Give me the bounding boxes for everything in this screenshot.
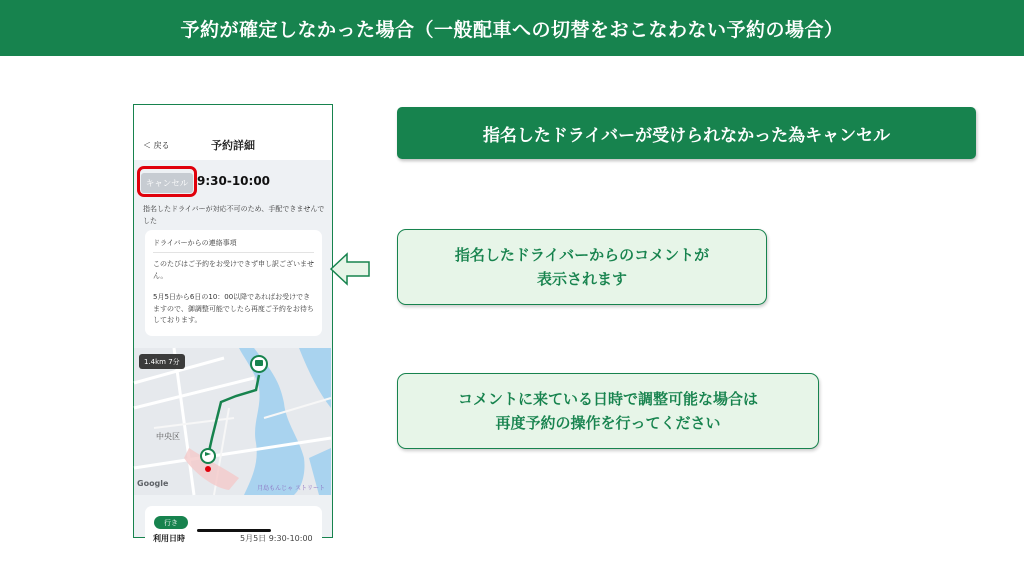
map-ward-label: 中央区 [156,432,180,441]
screen-title: 予約詳細 [211,139,255,152]
phone-screenshot [133,104,333,543]
date-label: 利用日時 [153,534,185,543]
callout-line: コメントに来ている日時で調整可能な場合は [457,390,758,408]
cancel-status-badge: キャンセル [141,173,193,193]
taxi-icon [251,356,267,372]
message-line: 5月5日から6日の10：00以降であればお受けできますので、御調整可能でしたら再度ご予約をお待ちしております。 [153,293,314,324]
callout-line: 表示されます [536,270,627,288]
map-attribution: Google [137,479,169,488]
divider [153,252,314,253]
page-banner: 予約が確定しなかった場合（一般配車への切替をおこなわない予約の場合） [0,0,1024,56]
cancel-reason: 指名したドライバーが対応不可のため、手配できませんでした [143,205,325,225]
callout-line: 指名したドライバーからのコメントが [454,246,710,264]
booking-time: 9:30-10:00 [197,174,271,188]
distance-chip: 1.4km 7分 [139,354,185,369]
highlight-frame [137,166,197,197]
back-button[interactable]: ＜ 戻る [143,141,170,150]
message-header: ドライバーからの連絡事項 [153,239,237,247]
rebook-callout [397,373,819,449]
message-line: このたびはご予約をお受けできず申し訳ございません。 [153,260,314,280]
route-map[interactable] [134,348,331,495]
left-arrow-icon [329,252,371,286]
date-value: 5月5日 9:30-10:00 [240,534,313,543]
map-drawing [134,348,331,495]
cancel-reason-callout: 指名したドライバーが受けられなかった為キャンセル [397,107,976,159]
comment-callout [397,229,767,305]
trip-card [145,506,322,546]
map-place-label: 月島もんじゃ ストリート [257,485,325,492]
driver-message-card [145,230,322,336]
phone-header [134,105,332,160]
message-body [153,259,317,327]
callout-line: 再度予約の操作を行ってください [495,414,721,432]
trip-badge: 行き [154,516,188,529]
home-indicator [197,529,271,532]
